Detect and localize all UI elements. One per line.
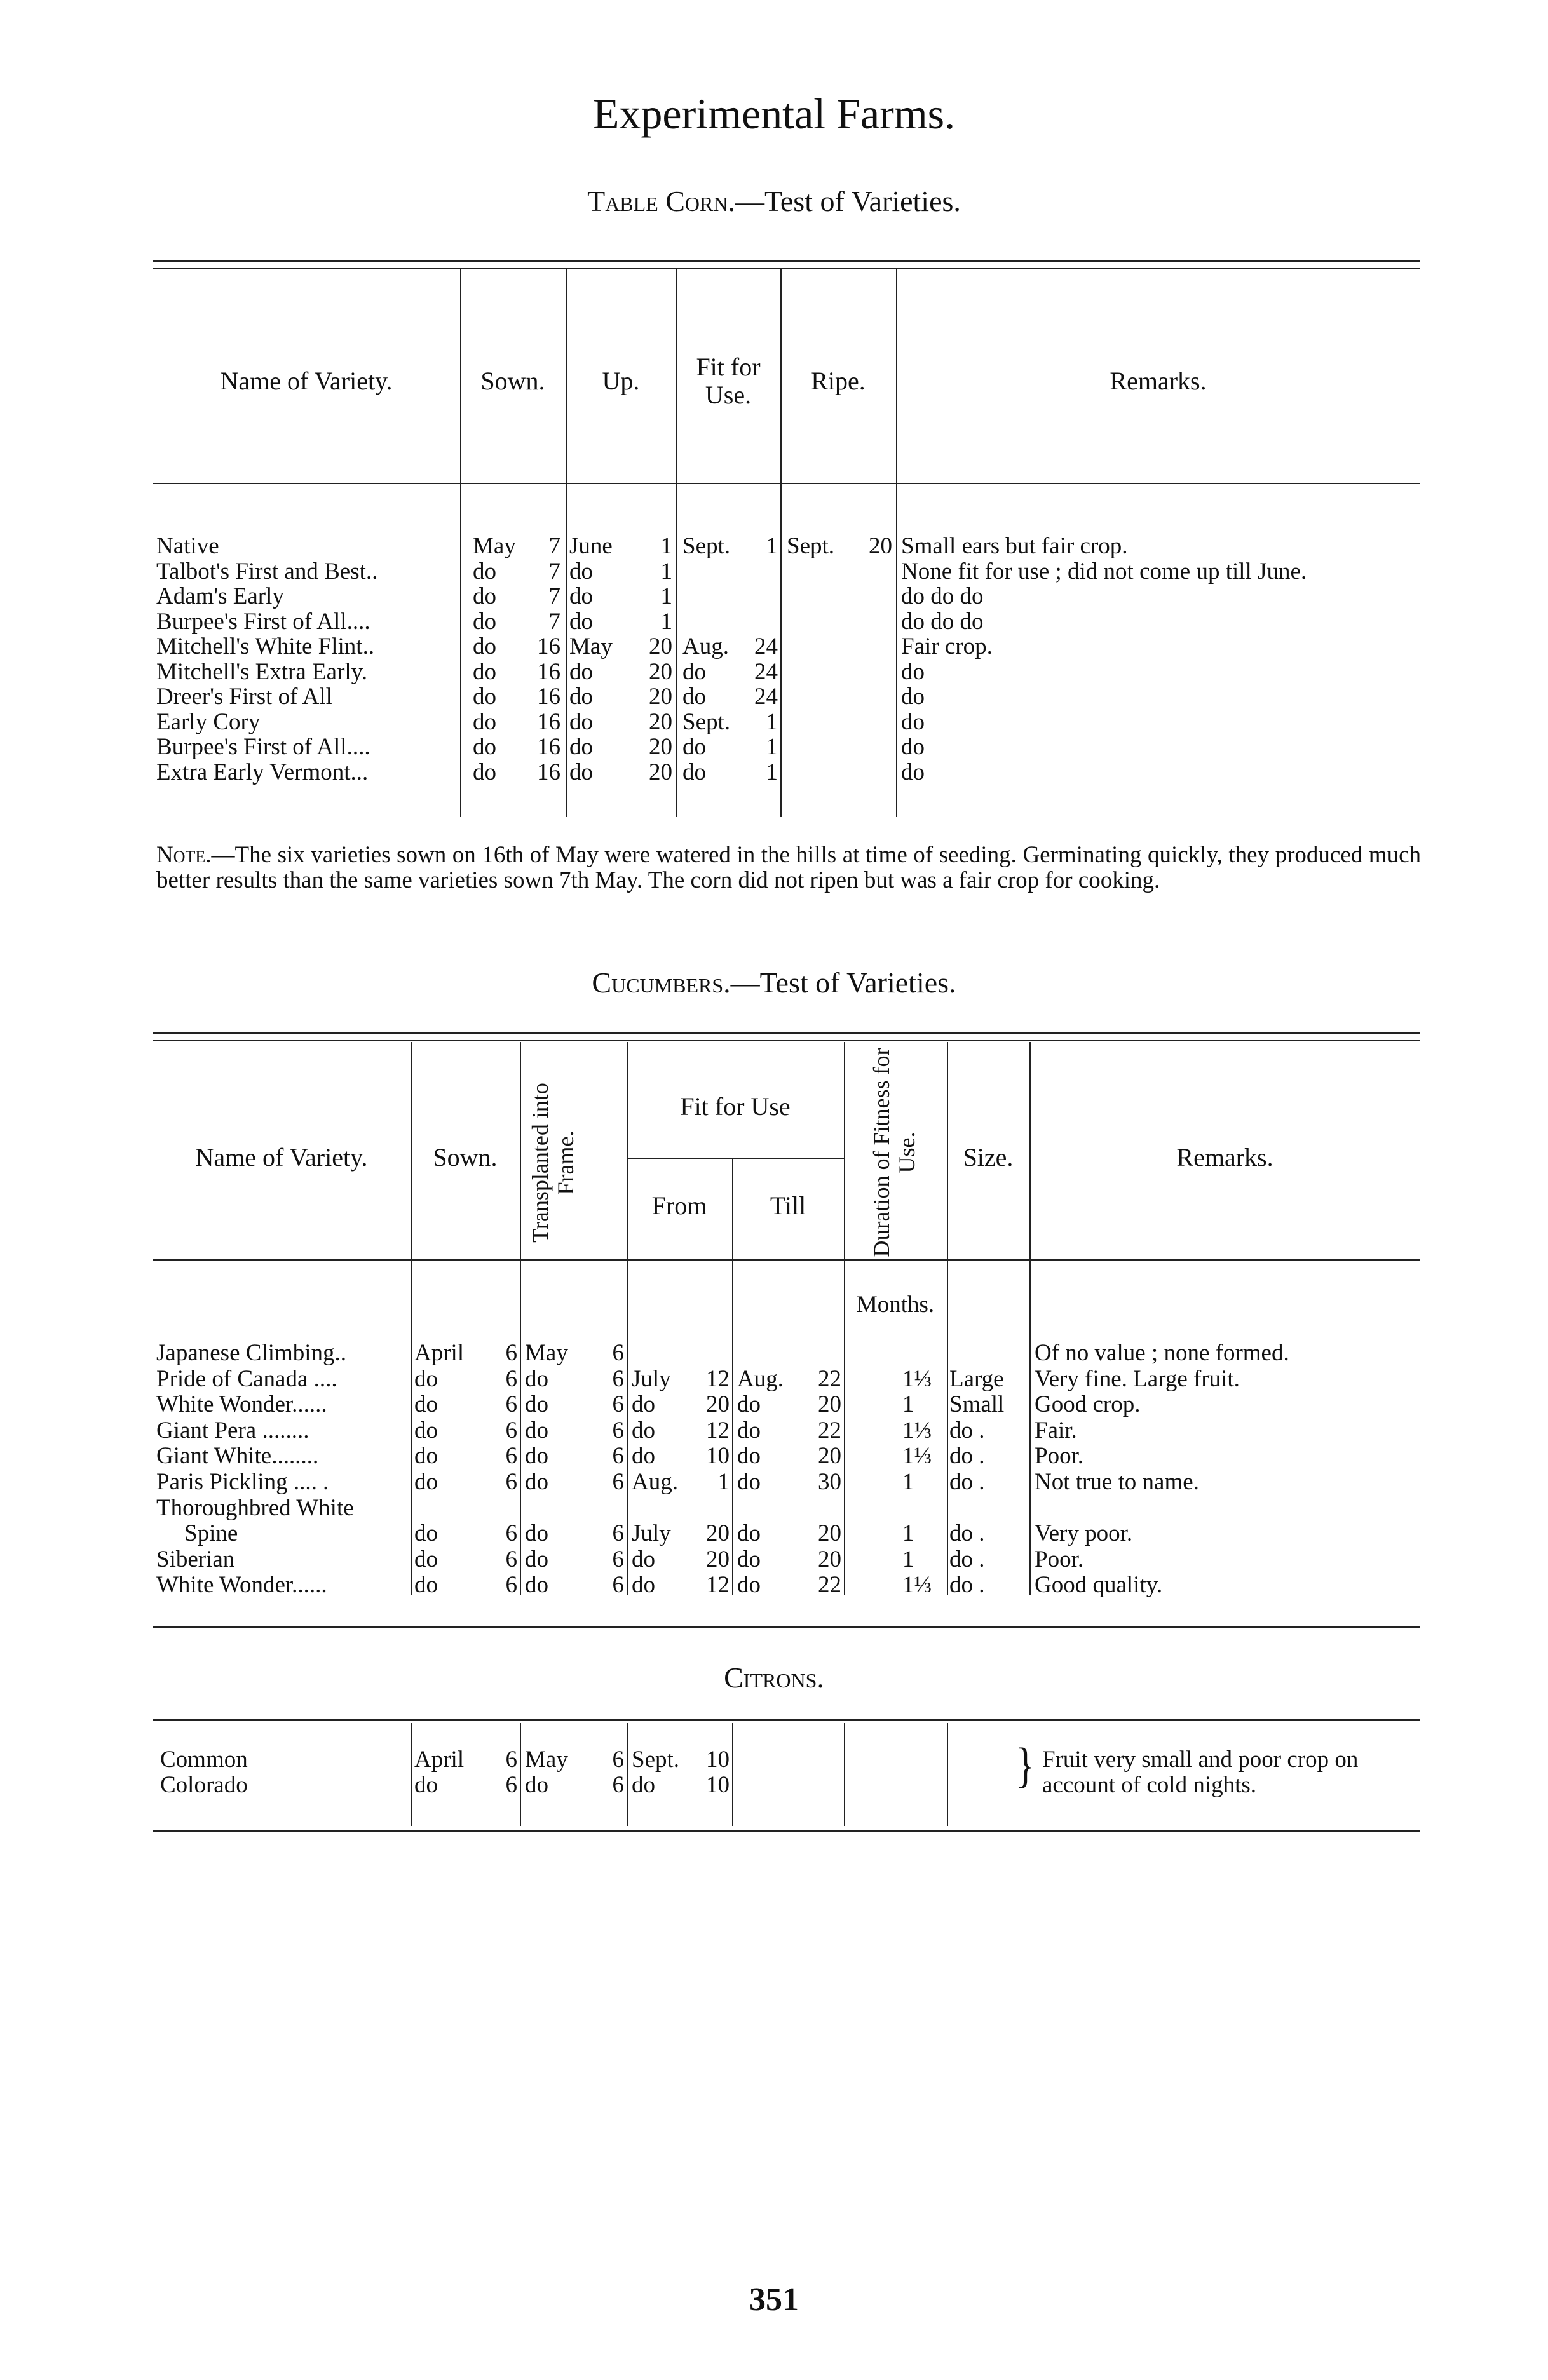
corn-caption-suffix: —Test of Varieties. bbox=[735, 185, 961, 217]
table-row bbox=[0, 534, 1548, 558]
table-cell: Small ears but fair crop. bbox=[901, 533, 1128, 559]
table-cell: 16 bbox=[537, 633, 560, 659]
table-cell: do bbox=[901, 708, 925, 735]
table-cell: Mitchell's White Flint.. bbox=[156, 633, 375, 659]
corn-header-rule bbox=[153, 483, 1420, 484]
table-cell: 20 bbox=[706, 1391, 730, 1418]
cucumbers-fit-rule bbox=[627, 1158, 844, 1159]
table-cell: Poor. bbox=[1035, 1546, 1084, 1572]
table-cell: do bbox=[525, 1546, 548, 1572]
table-cell: 6 bbox=[505, 1772, 517, 1798]
table-cell: Large bbox=[949, 1365, 1004, 1392]
table-cell: do bbox=[473, 658, 496, 685]
table-cell: do bbox=[473, 583, 496, 609]
table-cell: Sept. bbox=[787, 533, 835, 559]
table-cell: Pride of Canada .... bbox=[156, 1365, 337, 1392]
table-row bbox=[0, 1341, 1548, 1365]
table-cell: Aug. bbox=[632, 1469, 678, 1495]
table-cell: do bbox=[414, 1572, 438, 1599]
table-cell: 20 bbox=[649, 759, 672, 785]
table-cell: 20 bbox=[869, 533, 892, 559]
table-cell: 1 bbox=[766, 759, 778, 785]
table-cell: 1 bbox=[660, 533, 672, 559]
table-cell: Good crop. bbox=[1035, 1391, 1141, 1418]
cucumbers-caption-prefix: Cucumbers. bbox=[592, 966, 731, 999]
table-cell: 7 bbox=[548, 608, 560, 635]
table-cell: do bbox=[901, 734, 925, 760]
table-cell: 12 bbox=[706, 1572, 730, 1599]
table-cell: do bbox=[414, 1443, 438, 1470]
table-cell: Early Cory bbox=[156, 708, 261, 735]
table-cell: do bbox=[632, 1443, 655, 1470]
cucumbers-bottom-rule bbox=[153, 1626, 1420, 1628]
table-cell: do bbox=[414, 1546, 438, 1572]
page-title: Experimental Farms. bbox=[592, 90, 956, 138]
table-row bbox=[0, 659, 1548, 684]
table-cell: Not true to name. bbox=[1035, 1469, 1199, 1495]
table-cell: do bbox=[682, 734, 706, 760]
table-row bbox=[0, 1444, 1548, 1468]
table-cell: 24 bbox=[754, 658, 778, 685]
table-cell: 6 bbox=[612, 1417, 624, 1444]
table-cell: do . bbox=[949, 1546, 985, 1572]
table-cell: do bbox=[632, 1772, 655, 1798]
citrons-caption: Citrons. bbox=[724, 1661, 824, 1694]
table-cell: do bbox=[737, 1546, 761, 1572]
table-cell: White Wonder...... bbox=[156, 1391, 327, 1418]
table-row bbox=[0, 710, 1548, 734]
table-cell: Common bbox=[160, 1747, 248, 1773]
table-cell: 6 bbox=[612, 1572, 624, 1599]
table-cell: Fair. bbox=[1035, 1417, 1077, 1444]
page-number: 351 bbox=[749, 2282, 799, 2318]
table-cell: 12 bbox=[706, 1417, 730, 1444]
table-row bbox=[0, 559, 1548, 584]
table-cell: do bbox=[414, 1365, 438, 1392]
table-cell: 6 bbox=[505, 1391, 517, 1418]
table-cell: 6 bbox=[505, 1546, 517, 1572]
corn-note-text: —The six varieties sown on 16th of May were watered in the hills at time of seeding. Germinating quickly, they produced much better results than the same varieties sown 7th May. The corn did not ripen but was a fair crop for cooking. bbox=[156, 842, 1421, 893]
table-cell: Native bbox=[156, 533, 219, 559]
cucumbers-header-rule bbox=[153, 1259, 1420, 1261]
citrons-brace: } bbox=[1015, 1738, 1035, 1792]
table-cell: Very fine. Large fruit. bbox=[1035, 1365, 1240, 1392]
table-row bbox=[0, 1367, 1548, 1391]
table-cell: do bbox=[737, 1469, 761, 1495]
corn-top-rule-2 bbox=[153, 268, 1420, 269]
table-cell: do bbox=[569, 734, 593, 760]
table-cell: Paris Pickling .... . bbox=[156, 1469, 329, 1495]
table-cell: Aug. bbox=[682, 633, 729, 659]
table-cell: do bbox=[569, 558, 593, 585]
cucumbers-header-name: Name of Variety. bbox=[195, 1143, 368, 1172]
table-cell: Talbot's First and Best.. bbox=[156, 558, 378, 585]
table-cell: 30 bbox=[818, 1469, 841, 1495]
table-cell: do bbox=[473, 708, 496, 735]
table-cell: 1 bbox=[660, 608, 672, 635]
table-cell: do bbox=[414, 1391, 438, 1418]
table-cell: 6 bbox=[612, 1391, 624, 1418]
table-cell: 1⅓ bbox=[902, 1572, 932, 1599]
table-cell: Burpee's First of All.... bbox=[156, 734, 370, 760]
table-cell: 24 bbox=[754, 684, 778, 710]
table-row bbox=[0, 1392, 1548, 1417]
table-cell: 6 bbox=[612, 1340, 624, 1366]
table-cell: Adam's Early bbox=[156, 583, 284, 609]
table-cell: 20 bbox=[818, 1546, 841, 1572]
corn-note-label: Note. bbox=[156, 842, 212, 868]
cucumbers-header-sown: Sown. bbox=[433, 1143, 498, 1172]
table-cell: do bbox=[682, 684, 706, 710]
table-cell: 16 bbox=[537, 658, 560, 685]
table-cell: do bbox=[414, 1520, 438, 1547]
table-cell: 1 bbox=[902, 1469, 914, 1495]
table-cell: do bbox=[473, 684, 496, 710]
table-cell: 20 bbox=[706, 1546, 730, 1572]
table-row bbox=[0, 1521, 1548, 1546]
table-cell: 1 bbox=[902, 1546, 914, 1572]
cucumbers-top-rule-2 bbox=[153, 1040, 1420, 1041]
table-cell: do . bbox=[949, 1417, 985, 1444]
corn-header-sown: Sown. bbox=[480, 367, 545, 395]
table-cell: do bbox=[737, 1520, 761, 1547]
table-cell: April bbox=[414, 1340, 465, 1366]
table-cell: None fit for use ; did not come up till June. bbox=[901, 558, 1307, 585]
table-cell: do bbox=[473, 759, 496, 785]
table-cell: do . bbox=[949, 1572, 985, 1599]
table-cell: do bbox=[632, 1391, 655, 1418]
table-cell: 10 bbox=[706, 1443, 730, 1470]
table-cell: 20 bbox=[818, 1391, 841, 1418]
citrons-remarks: Fruit very small and poor crop on account of cold nights. bbox=[1042, 1747, 1359, 1798]
corn-header-remarks: Remarks. bbox=[1110, 367, 1207, 395]
table-cell: Aug. bbox=[737, 1365, 784, 1392]
table-cell: 1 bbox=[660, 558, 672, 585]
table-cell: 6 bbox=[612, 1469, 624, 1495]
table-cell: Giant Pera ........ bbox=[156, 1417, 309, 1444]
table-cell: 20 bbox=[649, 633, 672, 659]
table-cell: 20 bbox=[649, 734, 672, 760]
table-cell: 6 bbox=[612, 1747, 624, 1773]
table-row bbox=[0, 634, 1548, 659]
table-cell: 12 bbox=[706, 1365, 730, 1392]
table-cell: do bbox=[525, 1572, 548, 1599]
table-cell: do bbox=[901, 684, 925, 710]
table-cell: do bbox=[737, 1417, 761, 1444]
table-row bbox=[0, 1496, 1548, 1520]
table-cell: do do do bbox=[901, 583, 984, 609]
table-cell: do bbox=[525, 1365, 548, 1392]
table-cell: do bbox=[569, 759, 593, 785]
table-cell: 20 bbox=[706, 1520, 730, 1547]
table-cell: do bbox=[682, 759, 706, 785]
table-cell: 1 bbox=[766, 708, 778, 735]
corn-note bbox=[156, 842, 1421, 893]
table-row bbox=[0, 734, 1548, 759]
table-cell: Japanese Climbing.. bbox=[156, 1340, 347, 1366]
cucumbers-table-caption bbox=[0, 966, 1548, 999]
table-cell: 24 bbox=[754, 633, 778, 659]
table-cell: May bbox=[569, 633, 613, 659]
table-cell: July bbox=[632, 1520, 671, 1547]
table-cell: Of no value ; none formed. bbox=[1035, 1340, 1289, 1366]
table-cell: do bbox=[525, 1469, 548, 1495]
table-cell: 6 bbox=[612, 1772, 624, 1798]
table-cell: do . bbox=[949, 1520, 985, 1547]
table-cell: 6 bbox=[505, 1469, 517, 1495]
cucumbers-caption-suffix: —Test of Varieties. bbox=[730, 966, 956, 999]
table-cell: 6 bbox=[505, 1572, 517, 1599]
table-cell: 1 bbox=[766, 734, 778, 760]
table-row bbox=[0, 1572, 1548, 1597]
table-cell: May bbox=[525, 1340, 568, 1366]
table-cell: 6 bbox=[505, 1520, 517, 1547]
cucumbers-top-rule bbox=[153, 1032, 1420, 1034]
table-cell: do . bbox=[949, 1443, 985, 1470]
table-cell: Extra Early Vermont... bbox=[156, 759, 369, 785]
table-cell: 1⅓ bbox=[902, 1443, 932, 1470]
cucumbers-header-fit: Fit for Use bbox=[680, 1092, 791, 1121]
table-cell: 22 bbox=[818, 1417, 841, 1444]
table-cell: 6 bbox=[505, 1417, 517, 1444]
table-cell: do bbox=[569, 583, 593, 609]
table-cell: 7 bbox=[548, 533, 560, 559]
table-cell: 20 bbox=[818, 1520, 841, 1547]
table-cell: 1 bbox=[717, 1469, 730, 1495]
table-cell: 16 bbox=[537, 684, 560, 710]
table-cell: 10 bbox=[706, 1747, 730, 1773]
cucumbers-header-size: Size. bbox=[963, 1143, 1014, 1172]
table-cell: do bbox=[525, 1417, 548, 1444]
table-cell: Burpee's First of All.... bbox=[156, 608, 370, 635]
table-cell: 22 bbox=[818, 1365, 841, 1392]
table-cell: Small bbox=[949, 1391, 1005, 1418]
table-cell: April bbox=[414, 1747, 465, 1773]
table-cell: do bbox=[569, 658, 593, 685]
table-cell: 6 bbox=[505, 1340, 517, 1366]
table-cell: Poor. bbox=[1035, 1443, 1084, 1470]
table-cell: 16 bbox=[537, 734, 560, 760]
table-cell: 6 bbox=[612, 1365, 624, 1392]
table-cell: do bbox=[737, 1443, 761, 1470]
table-row bbox=[0, 1470, 1548, 1494]
table-cell: White Wonder...... bbox=[156, 1572, 327, 1599]
table-cell: Colorado bbox=[160, 1772, 248, 1798]
cucumbers-header-duration: Duration of Fitness for Use. bbox=[869, 1048, 920, 1257]
table-cell: 1⅓ bbox=[902, 1365, 932, 1392]
table-row bbox=[0, 1547, 1548, 1572]
table-cell: Good quality. bbox=[1035, 1572, 1163, 1599]
table-cell: do bbox=[901, 759, 925, 785]
table-cell: do bbox=[737, 1391, 761, 1418]
table-cell: 6 bbox=[612, 1443, 624, 1470]
table-cell: Sept. bbox=[682, 708, 731, 735]
table-cell: Siberian bbox=[156, 1546, 235, 1572]
table-cell: do bbox=[525, 1520, 548, 1547]
table-cell: Mitchell's Extra Early. bbox=[156, 658, 368, 685]
table-cell: Very poor. bbox=[1035, 1520, 1133, 1547]
table-cell: do bbox=[473, 558, 496, 585]
table-cell: 7 bbox=[548, 558, 560, 585]
table-cell: do do do bbox=[901, 608, 984, 635]
table-cell: Sept. bbox=[682, 533, 731, 559]
table-cell: do bbox=[632, 1546, 655, 1572]
table-row bbox=[0, 684, 1548, 709]
table-cell: 1 bbox=[902, 1520, 914, 1547]
table-row bbox=[0, 760, 1548, 785]
citrons-top-rule bbox=[153, 1719, 1420, 1721]
table-cell: 6 bbox=[505, 1365, 517, 1392]
table-cell: July bbox=[632, 1365, 671, 1392]
table-cell: Spine bbox=[184, 1520, 238, 1547]
table-cell: do bbox=[473, 633, 496, 659]
table-cell: do bbox=[632, 1417, 655, 1444]
table-cell: Thoroughbred White bbox=[156, 1494, 354, 1521]
table-cell: 1 bbox=[660, 583, 672, 609]
table-cell: do bbox=[569, 684, 593, 710]
table-cell: May bbox=[525, 1747, 568, 1773]
table-cell: do bbox=[737, 1572, 761, 1599]
cucumbers-header-till: Till bbox=[770, 1191, 806, 1220]
corn-header-fit: Fit for Use. bbox=[696, 353, 761, 409]
table-cell: 10 bbox=[706, 1772, 730, 1798]
corn-header-name: Name of Variety. bbox=[220, 367, 393, 395]
table-cell: do bbox=[569, 708, 593, 735]
table-cell: do bbox=[525, 1772, 548, 1798]
table-cell: do bbox=[414, 1417, 438, 1444]
table-cell: do bbox=[525, 1391, 548, 1418]
table-cell: May bbox=[473, 533, 516, 559]
table-cell: do bbox=[414, 1469, 438, 1495]
table-row bbox=[0, 584, 1548, 609]
cucumbers-header-from: From bbox=[651, 1191, 707, 1220]
table-cell: 6 bbox=[612, 1546, 624, 1572]
table-cell: do bbox=[632, 1572, 655, 1599]
table-cell: 20 bbox=[818, 1443, 841, 1470]
table-cell: 22 bbox=[818, 1572, 841, 1599]
table-cell: 6 bbox=[612, 1520, 624, 1547]
table-cell: do bbox=[473, 734, 496, 760]
corn-table-caption bbox=[0, 184, 1548, 218]
table-cell: 20 bbox=[649, 684, 672, 710]
table-cell: do bbox=[682, 658, 706, 685]
cucumbers-months-label: Months. bbox=[856, 1292, 935, 1318]
table-row bbox=[0, 609, 1548, 634]
table-cell: June bbox=[569, 533, 613, 559]
corn-header-up: Up. bbox=[602, 367, 640, 395]
table-cell: 1⅓ bbox=[902, 1417, 932, 1444]
table-cell: do . bbox=[949, 1469, 985, 1495]
table-cell: 6 bbox=[505, 1443, 517, 1470]
table-cell: 6 bbox=[505, 1747, 517, 1773]
table-cell: Dreer's First of All bbox=[156, 684, 332, 710]
cucumbers-header-transplanted: Transplanted into Frame. bbox=[527, 1083, 578, 1243]
citrons-bottom-rule bbox=[153, 1830, 1420, 1832]
corn-caption-prefix: Table Corn. bbox=[587, 185, 735, 217]
table-cell: Sept. bbox=[632, 1747, 680, 1773]
table-cell: 20 bbox=[649, 708, 672, 735]
table-row bbox=[0, 1418, 1548, 1443]
corn-header-ripe: Ripe. bbox=[811, 367, 866, 395]
table-cell: 1 bbox=[766, 533, 778, 559]
table-cell: Giant White........ bbox=[156, 1443, 319, 1470]
table-cell: 16 bbox=[537, 708, 560, 735]
table-cell: do bbox=[569, 608, 593, 635]
table-cell: do bbox=[473, 608, 496, 635]
corn-top-rule bbox=[153, 260, 1420, 262]
table-cell: do bbox=[901, 658, 925, 685]
table-cell: 20 bbox=[649, 658, 672, 685]
table-cell: 7 bbox=[548, 583, 560, 609]
table-cell: do bbox=[525, 1443, 548, 1470]
table-cell: Fair crop. bbox=[901, 633, 993, 659]
table-cell: 16 bbox=[537, 759, 560, 785]
cucumbers-header-remarks: Remarks. bbox=[1176, 1143, 1273, 1172]
table-cell: 1 bbox=[902, 1391, 914, 1418]
table-cell: do bbox=[414, 1772, 438, 1798]
